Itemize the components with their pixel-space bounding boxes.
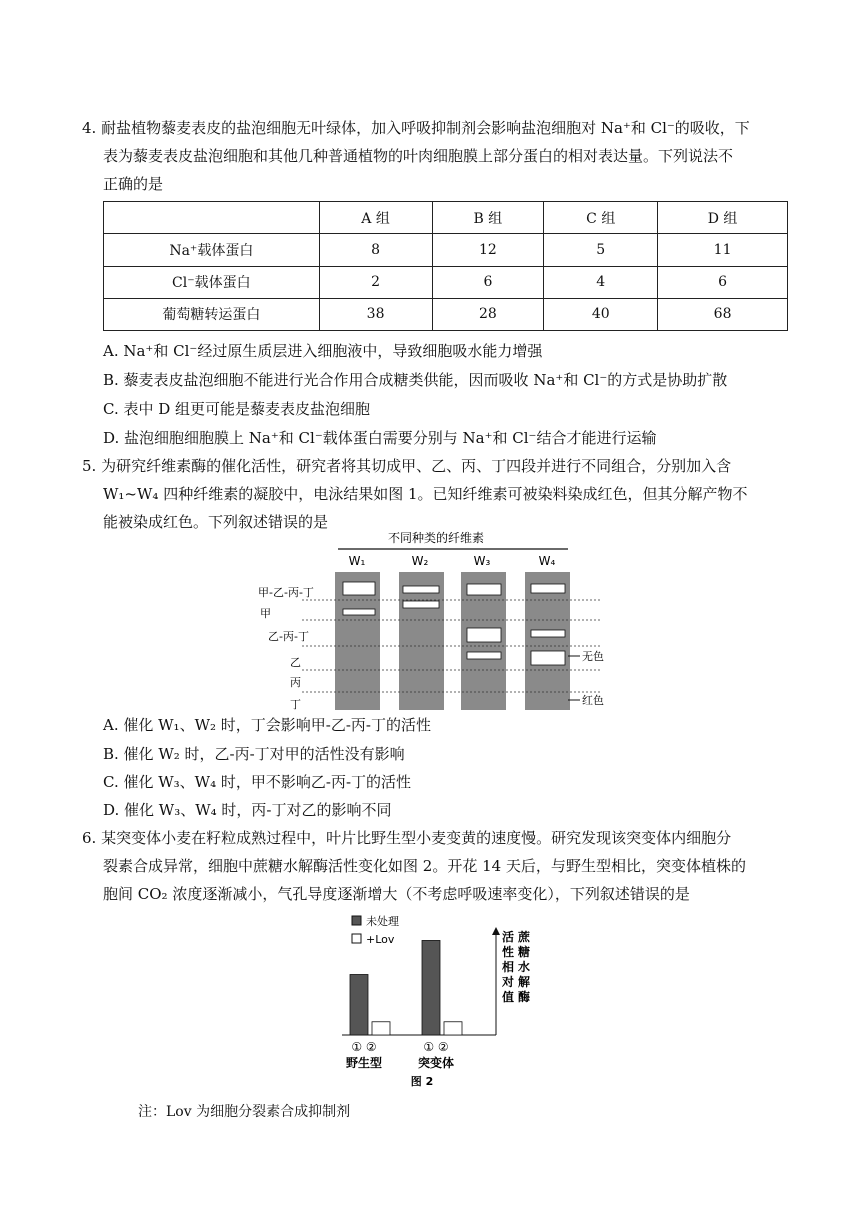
bar-untreated-1 (422, 940, 440, 1035)
table-cell: 11 (658, 234, 788, 266)
legend-colorless: 无色 (582, 650, 604, 663)
table-cell: 68 (658, 298, 788, 330)
legend-swatch-lov (352, 934, 361, 943)
table-cell: 5 (544, 234, 658, 266)
y-axis-label-col1: 活性相对值 (501, 930, 515, 1004)
figure-title: 不同种类的纤维素 (387, 531, 485, 545)
gel-band (343, 609, 375, 615)
table-header-cell: B 组 (432, 202, 544, 234)
q4-option-a: A. Na⁺和 Cl⁻经过原生质层进入细胞液中，导致细胞吸水能力增强 (103, 342, 543, 360)
table-cell: 4 (544, 266, 658, 298)
q4-stem-line-2: 表为藜麦表皮盐泡细胞和其他几种普通植物的叶肉细胞膜上部分蛋白的相对表达量。下列说法不 (103, 147, 734, 165)
q6-stem-line-2: 裂素合成异常，细胞中蔗糖水解酶活性变化如图 2。开花 14 天后，与野生型相比，突变体植株的 (103, 857, 746, 875)
table-cell: 葡萄糖转运蛋白 (104, 298, 320, 330)
q5-stem-line-2: W₁~W₄ 四种纤维素的凝胶中，电泳结果如图 1。已知纤维素可被染料染成红色，但其分解产物不 (103, 485, 748, 503)
group-label: 突变体 (417, 1056, 455, 1070)
row-label: 甲 (260, 607, 271, 620)
gel-band (531, 630, 565, 637)
q4-stem-line-1: 4. 耐盐植物藜麦表皮的盐泡细胞无叶绿体，加入呼吸抑制剂会影响盐泡细胞对 Na⁺和 Cl⁻的吸收，下 (82, 119, 750, 137)
gel-band (531, 651, 565, 665)
row-label: 丙 (290, 676, 301, 689)
sucrose-hydrolase-bar-chart (330, 905, 560, 1090)
gel-band (467, 584, 501, 595)
q5-option-b: B. 催化 W₂ 时，乙-丙-丁对甲的活性没有影响 (103, 745, 405, 763)
table-row (104, 298, 788, 330)
lane-label: W₂ (411, 554, 429, 568)
lane-label: W₃ (473, 554, 491, 568)
lane-label: W₄ (538, 554, 556, 568)
q4-option-d: D. 盐泡细胞细胞膜上 Na⁺和 Cl⁻载体蛋白需要分别与 Na⁺和 Cl⁻结合才能进行运输 (103, 429, 657, 447)
table-cell: 38 (319, 298, 432, 330)
legend-untreated: 未处理 (366, 915, 399, 928)
table-header-row (104, 202, 788, 234)
bar-tick-labels: ① ② (423, 1040, 449, 1054)
row-label: 乙 (290, 656, 301, 669)
electrophoresis-figure (250, 528, 630, 718)
gel-band (403, 601, 439, 608)
bar-lov-0 (372, 1022, 390, 1035)
q5-stem-line-3: 能被染成红色。下列叙述错误的是 (103, 513, 329, 531)
table-cell: 6 (658, 266, 788, 298)
q4-option-b: B. 藜麦表皮盐泡细胞不能进行光合作用合成糖类供能，因而吸收 Na⁺和 Cl⁻的方式是协助扩散 (103, 371, 728, 389)
table-cell: 40 (544, 298, 658, 330)
bar-lov-1 (444, 1022, 462, 1035)
row-label: 甲-乙-丙-丁 (258, 586, 314, 599)
gel-band (467, 628, 501, 642)
q6-stem-line-1: 6. 某突变体小麦在籽粒成熟过程中，叶片比野生型小麦变黄的速度慢。研究发现该突变体内细胞分 (82, 829, 732, 847)
q5-option-c: C. 催化 W₃、W₄ 时，甲不影响乙-丙-丁的活性 (103, 773, 412, 791)
row-label: 丁 (290, 698, 301, 711)
table-cell: 8 (319, 234, 432, 266)
group-label: 野生型 (345, 1056, 383, 1070)
table-cell: 12 (432, 234, 544, 266)
gel-band (403, 586, 439, 593)
table-row (104, 234, 788, 266)
gel-band (531, 584, 565, 593)
table-cell: 2 (319, 266, 432, 298)
protein-expression-table (103, 201, 788, 331)
bar-tick-labels: ① ② (351, 1040, 377, 1054)
table-header-cell: A 组 (319, 202, 432, 234)
table-header-cell: C 组 (544, 202, 658, 234)
figure-caption: 图 2 (410, 1075, 434, 1088)
q6-note: 注：Lov 为细胞分裂素合成抑制剂 (138, 1104, 351, 1120)
legend-lov: +Lov (366, 933, 395, 946)
lane-label: W₁ (348, 554, 366, 568)
gel-band (467, 652, 501, 659)
gel-band (343, 582, 375, 595)
table-header-cell: D 组 (658, 202, 788, 234)
legend-swatch-untreated (352, 916, 361, 925)
y-axis-label-col2: 蔗糖水解酶 (517, 930, 531, 1004)
table-row (104, 266, 788, 298)
y-axis-arrow-icon (492, 927, 500, 935)
q5-option-a: A. 催化 W₁、W₂ 时，丁会影响甲-乙-丙-丁的活性 (103, 716, 431, 734)
q4-stem-line-3: 正确的是 (103, 175, 164, 193)
bar-untreated-0 (350, 974, 368, 1035)
table-cell: Cl⁻载体蛋白 (104, 266, 320, 298)
row-label: 乙-丙-丁 (268, 630, 309, 643)
q4-option-c: C. 表中 D 组更可能是藜麦表皮盐泡细胞 (103, 400, 371, 418)
q5-option-d: D. 催化 W₃、W₄ 时，丙-丁对乙的影响不同 (103, 801, 392, 819)
q6-stem-line-3: 胞间 CO₂ 浓度逐渐减小，气孔导度逐渐增大（不考虑呼吸速率变化），下列叙述错误的是 (103, 885, 690, 903)
table-cell: Na⁺载体蛋白 (104, 234, 320, 266)
table-cell: 28 (432, 298, 544, 330)
table-header-cell (104, 202, 320, 234)
q5-stem-line-1: 5. 为研究纤维素酶的催化活性，研究者将其切成甲、乙、丙、丁四段并进行不同组合，分别加入含 (82, 457, 732, 475)
legend-red: 红色 (582, 694, 604, 707)
table-cell: 6 (432, 266, 544, 298)
